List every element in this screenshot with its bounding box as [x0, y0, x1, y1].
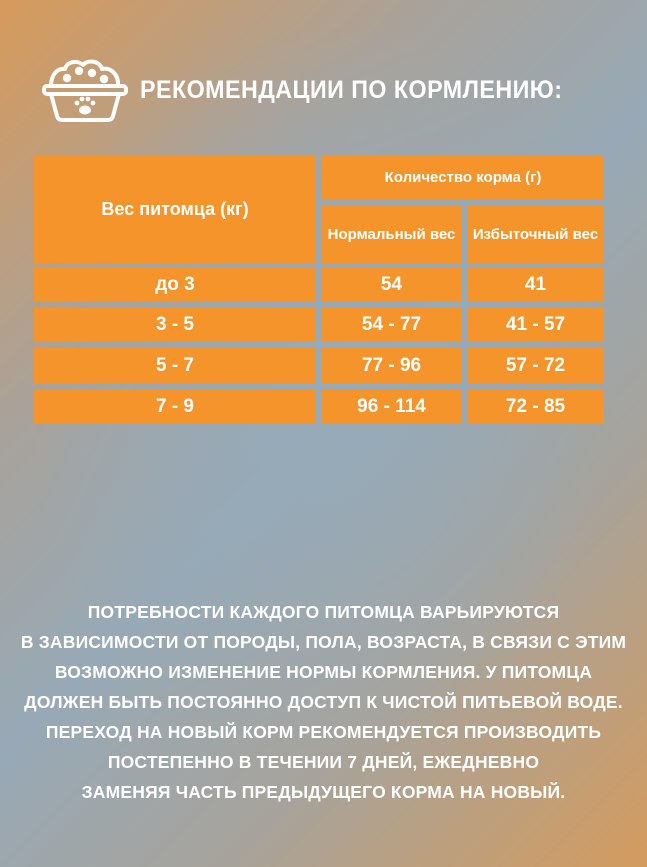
normal-cell: 77 - 96 — [322, 348, 461, 384]
weight-cell: 3 - 5 — [34, 308, 316, 342]
page-title: РЕКОМЕНДАЦИИ ПО КОРМЛЕНИЮ: — [140, 76, 563, 104]
overweight-header: Избыточный вес — [467, 206, 604, 263]
overweight-cell: 41 — [467, 268, 604, 302]
header — [42, 56, 622, 132]
normal-cell: 54 — [322, 268, 461, 302]
note-line: ПОСТЕПЕННО В ТЕЧЕНИИ 7 ДНЕЙ, ЕЖЕДНЕВНО — [107, 752, 540, 772]
weight-cell: 5 - 7 — [34, 348, 316, 384]
feeding-note — [10, 597, 637, 807]
weight-cell: до 3 — [34, 268, 316, 302]
overweight-cell: 57 - 72 — [467, 348, 604, 384]
pet-food-bowl-icon — [42, 56, 128, 124]
normal-cell: 54 - 77 — [322, 308, 461, 342]
note-line: ЗАМЕНЯЯ ЧАСТЬ ПРЕДЫДУЩЕГО КОРМА НА НОВЫЙ. — [81, 782, 566, 802]
overweight-cell: 41 - 57 — [467, 308, 604, 342]
note-line: ДОЛЖЕН БЫТЬ ПОСТОЯННО ДОСТУП К ЧИСТОЙ ПИТЬЕВОЙ ВОДЕ. — [24, 692, 623, 712]
weight-cell: 7 - 9 — [34, 390, 316, 424]
note-line: ПОТРЕБНОСТИ КАЖДОГО ПИТОМЦА ВАРЬИРУЮТСЯ — [87, 602, 560, 622]
note-line: В ЗАВИСИМОСТИ ОТ ПОРОДЫ, ПОЛА, ВОЗРАСТА, В СВЯЗИ С ЭТИМ — [20, 632, 627, 652]
note-line: ВОЗМОЖНО ИЗМЕНЕНИЕ НОРМЫ КОРМЛЕНИЯ. У ПИТОМЦА — [54, 662, 593, 682]
normal-weight-header: Нормальный вес — [322, 206, 461, 263]
normal-cell: 96 - 114 — [322, 390, 461, 424]
overweight-cell: 72 - 85 — [467, 390, 604, 424]
note-line: ПЕРЕХОД НА НОВЫЙ КОРМ РЕКОМЕНДУЕТСЯ ПРОИЗВОДИТЬ — [45, 722, 602, 742]
weight-header: Вес питомца (кг) — [34, 156, 316, 263]
amount-header: Количество корма (г) — [322, 156, 604, 200]
